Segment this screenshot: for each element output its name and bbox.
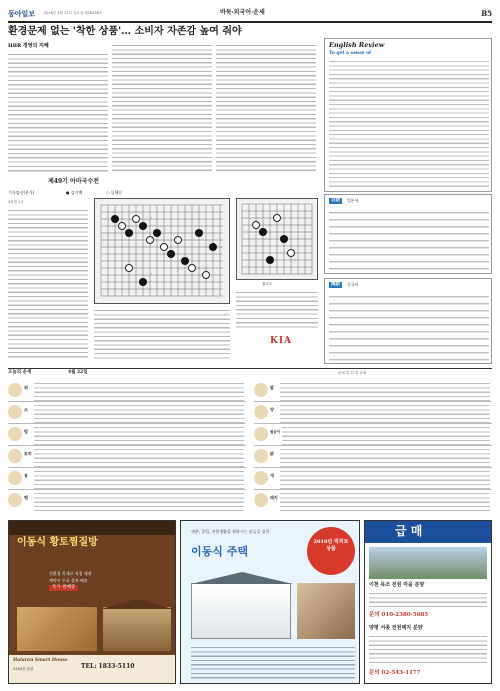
black-stone [111,215,119,223]
fortune-row [8,490,246,512]
fortune-animal-label: 용 [24,473,28,478]
dateline: 2018년 4월 22일 일요일 제26438호 [44,11,103,15]
white-stone [188,264,196,272]
chinese-body [329,293,489,361]
baduk-board-main [94,198,230,304]
zodiac-rabbit-icon [8,449,22,463]
fortune-text [282,425,490,445]
black-player-name: 김기백 [70,190,83,195]
zodiac-pig-icon [254,493,268,507]
fortune-animal-label: 개 [270,473,274,478]
fortune-header [8,370,492,378]
fortune-text [34,447,244,467]
fortune-animal-label: 원숭이 [270,430,281,434]
lead-body-text-2 [112,43,212,173]
baduk-commentary-2 [94,308,230,360]
fortune-animal-label: 범 [24,429,28,434]
fortune-row [254,468,492,490]
ad2-badge [307,527,355,575]
white-stone [273,214,281,222]
ad2-badge-text: 2018년 빅히트 상품 [313,539,349,552]
ad3-phone1[interactable]: 문의 010-2380-5085 [369,612,429,618]
column-label: HBR 경영의 지혜 [8,43,49,49]
chinese-tag: 漢語 [331,282,340,287]
ad1-line-2: 특가 판매중 [49,585,78,591]
fortune-text [34,469,244,489]
zodiac-sheep-icon [254,405,268,419]
ad1-line-1: 계약시 무료 설치·배송 [49,578,88,583]
fortune-top-rule [8,368,492,369]
japanese-tag: 日語 [331,198,340,203]
fortune-row [8,468,246,490]
fortune-animal-label: 돼지 [270,495,278,500]
ad2-roof [191,572,293,584]
black-stone [139,222,147,230]
black-stone [153,229,161,237]
fortune-animal-label: 말 [270,385,274,390]
fortune-text [34,491,244,511]
ad-urgent-sale[interactable] [364,520,492,684]
chinese-box [324,278,492,364]
ad2-tagline: 귀촌, 창업, 전원생활을 원하시는 분들을 위한 [191,529,270,534]
ad3-title: 급 매 [395,524,423,538]
fortune-animal-label: 양 [270,407,274,412]
fortune-row [254,380,492,402]
white-player-name: 류해문 [110,190,123,195]
fortune-row [8,380,246,402]
english-review-body [329,59,489,187]
fortune-text [280,491,490,511]
japanese-box [324,194,492,274]
fortune-row [254,490,492,512]
baduk-players-label: 기자임신(본가) [8,190,35,195]
baduk-round: 4강전 1국 [8,200,24,204]
fortune-text [34,381,244,401]
ad1-brand: Halaran Smart House [13,658,68,663]
ad2-interior-image [297,583,355,639]
black-stone [266,256,274,264]
ad1-headline: 이동식 황토찜질방 [17,537,98,548]
fortune-animal-label: 소 [24,407,28,412]
white-stone [202,271,210,279]
baduk-board-reference [236,198,318,280]
page-header [8,7,492,21]
english-review-subtitle: To get a sense of [329,51,372,56]
black-stone [181,257,189,265]
black-stone [209,243,217,251]
white-stone [174,236,182,244]
zodiac-rooster-icon [254,449,268,463]
japanese-body [329,209,489,271]
zodiac-ox-icon [8,405,22,419]
fortune-row [254,446,492,468]
zodiac-dog-icon [254,471,268,485]
fortune-animal-label: 토끼 [24,451,32,456]
ad1-interior-image [17,607,97,651]
japanese-label: 일본어 [347,198,359,203]
zodiac-mouse-icon [8,383,22,397]
white-stone [132,215,140,223]
black-stone [259,228,267,236]
ad1-phone[interactable]: TEL: 1833-5110 [81,663,135,670]
baduk-commentary [8,208,88,358]
ad2-details [191,645,355,681]
ad3-house-image [369,547,487,579]
black-stone [139,278,147,286]
zodiac-snake-icon [8,493,22,507]
ad1-top-band [9,521,175,535]
white-stone [146,236,154,244]
fortune-animal-label: 닭 [270,451,274,456]
ad-mobile-house[interactable] [180,520,360,684]
baduk-title: 제49기 아마국수전 [48,178,100,185]
baduk-figure-caption: 참고도 [262,282,273,286]
fortune-left-column [8,380,246,512]
fortune-note: 운세 및 띠 별 운세 [338,371,367,375]
baduk-white-player: ○ 류해문 [106,190,123,195]
fortune-row [254,424,492,446]
fortune-animal-label: 쥐 [24,385,28,390]
white-stone [125,264,133,272]
baduk-commentary-3 [236,290,318,330]
fortune-label: 오늘의 운세 [8,370,32,375]
chinese-tag2: 중국어 [347,282,359,287]
fortune-text [280,381,490,401]
zodiac-tiger-icon [8,427,22,441]
ad3-subtitle: 이천 목조 전원 마을 분양 [369,582,425,588]
fortune-text [280,403,490,423]
ad3-details-2 [369,634,487,664]
header-rule [8,21,492,23]
black-stone [195,229,203,237]
ad3-phone2[interactable]: 문의 02-543-1177 [369,670,421,676]
reference-grid [237,199,317,279]
lead-article [8,43,318,173]
white-stone [160,243,168,251]
fortune-text [280,447,490,467]
ad2-house-image [191,583,291,639]
lead-body-text-3 [216,43,316,173]
paper-name: 동아일보 [8,9,36,18]
ad1-line-0: 친환경 목재로 직접 제작 [49,571,92,576]
fortune-text [34,403,244,423]
fortune-right-column [254,380,492,512]
fortune-row [8,446,246,468]
black-stone [125,229,133,237]
ad1-sale: 2244건 상판 [13,667,34,671]
white-stone [118,222,126,230]
fortune-date: 4월 22일 [68,370,88,375]
ad3-details [369,591,487,609]
ad2-headline: 이동식 주택 [191,545,248,558]
kia-logo: KIA [270,336,293,346]
page-number: B5 [481,9,492,18]
english-review-box [324,38,492,192]
zodiac-monkey-icon [254,427,268,441]
black-stone [167,250,175,258]
zodiac-horse-icon [254,383,268,397]
lead-body-text [8,52,108,172]
white-stone [287,249,295,257]
zodiac-dragon-icon [8,471,22,485]
black-stone [280,235,288,243]
fortune-text [280,469,490,489]
white-stone [252,221,260,229]
section-label: 바둑·외국어·운세 [220,9,265,16]
english-review-title: English Review [329,41,385,49]
ad-jjimjilbang[interactable] [8,520,176,684]
ad1-house-image [103,607,171,651]
lead-headline: 환경문제 없는 '착한 상품'… 소비자 자존감 높여 줘야 [8,26,242,37]
ad3-subtitle2: 양평 서종 전원택지 분양 [369,625,423,631]
ad1-roof [101,599,173,609]
ad1-footer [9,655,175,683]
baduk-section [8,178,320,364]
fortune-text [34,425,244,445]
fortune-animal-label: 뱀 [24,495,28,500]
fortune-row [254,402,492,424]
ad3-title-bar [365,521,491,543]
baduk-black-player: ● 김기백 [66,190,83,195]
fortune-row [8,424,246,446]
fortune-row [8,402,246,424]
